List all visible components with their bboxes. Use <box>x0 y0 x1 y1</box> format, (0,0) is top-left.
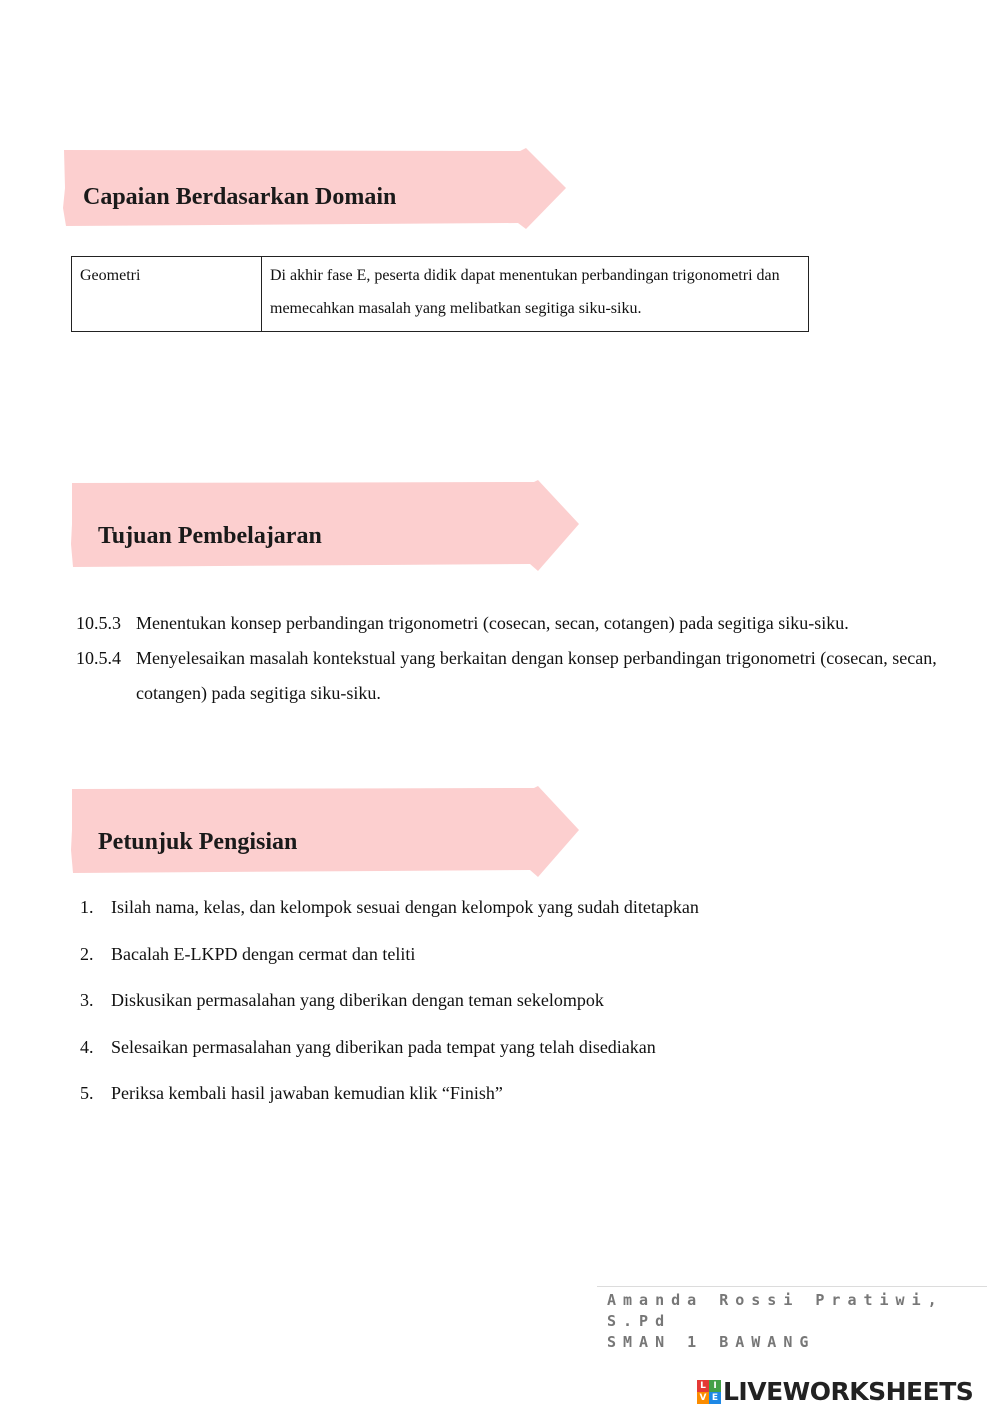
liveworksheets-brand[interactable] <box>697 1377 973 1406</box>
step-number: 1. <box>80 897 94 917</box>
list-item <box>80 985 880 1032</box>
step-number: 2. <box>80 943 94 964</box>
section-banner-capaian <box>60 148 570 230</box>
section-banner-petunjuk <box>68 786 583 878</box>
domain-table <box>71 256 809 332</box>
list-item <box>76 641 991 711</box>
objective-code: 10.5.4 <box>76 648 121 668</box>
objective-text: Menyelesaikan masalah kontekstual yang berkaitan dengan konsep perbandingan trigonometri (cosecan, secan, cotangen) pada segitiga siku-siku. <box>136 648 937 703</box>
instructions-list <box>80 892 880 1125</box>
list-item <box>80 939 880 986</box>
logo-letter: V <box>697 1392 709 1404</box>
step-text: Bacalah E-LKPD dengan cermat dan teliti <box>111 943 416 964</box>
author-name: Amanda Rossi Pratiwi, S.Pd <box>607 1291 944 1330</box>
step-number: 5. <box>80 1083 94 1103</box>
table-row <box>72 257 809 332</box>
step-text: Periksa kembali hasil jawaban kemudian klik “Finish” <box>111 1083 503 1103</box>
brand-name: LIVEWORKSHEETS <box>723 1377 974 1406</box>
description-cell: Di akhir fase E, peserta didik dapat menentukan perbandingan trigonometri dan memecahkan masalah yang melibatkan segitiga siku-siku. <box>262 257 809 332</box>
liveworksheets-logo-icon <box>697 1380 721 1404</box>
footer-divider <box>597 1286 987 1287</box>
step-number: 3. <box>80 990 94 1010</box>
author-block <box>607 1290 1000 1353</box>
step-number: 4. <box>80 1036 94 1057</box>
section-title: Tujuan Pembelajaran <box>98 523 322 549</box>
step-text: Diskusikan permasalahan yang diberikan dengan teman sekelompok <box>111 990 604 1010</box>
objective-code: 10.5.3 <box>76 613 121 633</box>
school-name: SMAN 1 BAWANG <box>607 1333 816 1351</box>
logo-letter: I <box>709 1380 721 1392</box>
list-item <box>80 1078 880 1125</box>
list-item <box>76 606 991 641</box>
logo-letter: E <box>709 1392 721 1404</box>
list-item <box>80 892 880 939</box>
section-title: Petunjuk Pengisian <box>98 829 298 855</box>
domain-cell: Geometri <box>72 257 262 332</box>
list-item <box>80 1032 880 1079</box>
step-text: Isilah nama, kelas, dan kelompok sesuai dengan kelompok yang sudah ditetapkan <box>111 897 699 917</box>
section-title: Capaian Berdasarkan Domain <box>83 184 397 210</box>
section-banner-tujuan <box>68 480 583 572</box>
step-text: Selesaikan permasalahan yang diberikan pada tempat yang telah disediakan <box>111 1036 656 1057</box>
logo-letter: L <box>697 1380 709 1392</box>
objective-text: Menentukan konsep perbandingan trigonometri (cosecan, secan, cotangen) pada segitiga siku-siku. <box>136 613 849 633</box>
learning-objectives-list <box>76 606 991 711</box>
